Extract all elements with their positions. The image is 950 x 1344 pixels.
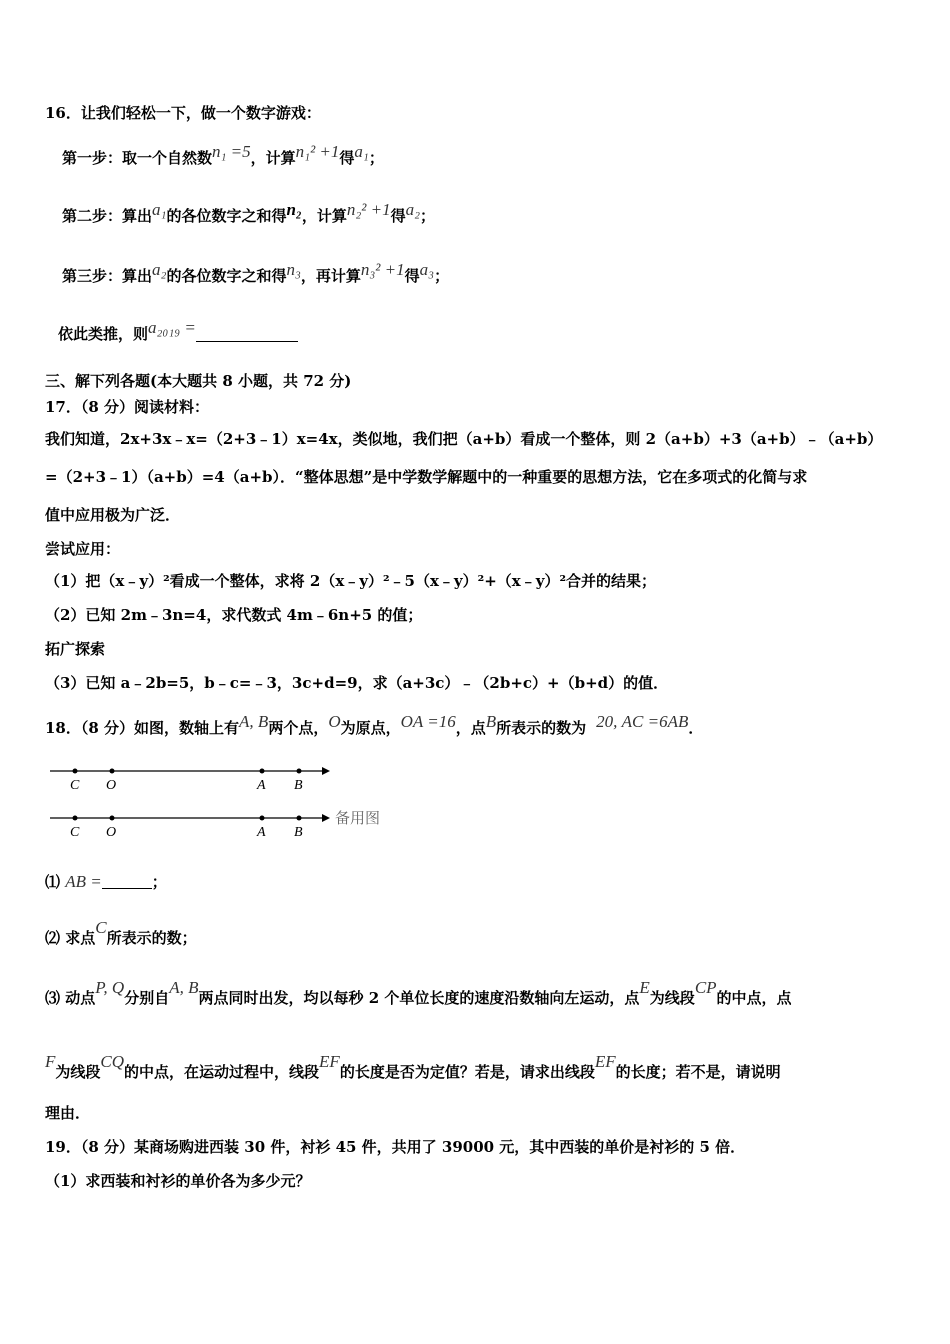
label-A-1: A	[257, 778, 266, 793]
label-O-2: O	[106, 825, 117, 840]
math-a1: a₁	[152, 200, 167, 219]
point-A-1	[260, 769, 265, 774]
math-A-B: A, B	[239, 712, 269, 731]
math-O: O	[328, 712, 341, 731]
q18-part3-line2: F为线段CQ的中点，在运动过程中，线段EF的长度是否为定值？若是，请求出线段EF的长度；若不是，请说明	[45, 1052, 781, 1081]
q18-part1: ⑴ AB = ；	[45, 872, 167, 891]
q17-para-line3: 值中应用极为广泛．	[45, 506, 181, 524]
point-C-1	[73, 769, 78, 774]
label-B-2: B	[294, 825, 303, 840]
answer-blank	[196, 341, 298, 342]
q18-part3-line3: 理由．	[45, 1104, 91, 1122]
answer-blank	[102, 888, 152, 889]
math-C: C	[95, 918, 107, 937]
math-E: E	[639, 978, 650, 997]
math-B: B	[485, 712, 497, 731]
q16-step3: 第三步：算出a₂的各位数字之和得n₃，再计算n₃² +1得a₃；	[62, 260, 450, 285]
point-C-2	[73, 816, 78, 821]
q19-title: 19．（8 分）某商场购进西装 30 件，衬衫 45 件，共用了 39000 元，其中西装的单价是衬衫的 5 倍．	[45, 1138, 746, 1156]
section-3-heading: 三、解下列各题(本大题共 8 小题，共 72 分)	[45, 372, 352, 390]
math-n2-squared-plus-1: n₂² +1	[346, 200, 391, 219]
math-20-AC-eq-6AB: 20, AC =6AB	[596, 712, 689, 731]
point-A-2	[260, 816, 265, 821]
point-O-2	[110, 816, 115, 821]
math-n2: n₂	[286, 200, 302, 219]
q18-part2: ⑵ 求点C所表示的数；	[45, 918, 197, 947]
q17-sub2: （2）已知 2m﹣3n=4，求代数式 4m﹣6n+5 的值；	[45, 606, 423, 624]
math-n3-squared-plus-1: n₃² +1	[360, 260, 405, 279]
number-line-2-arrow	[322, 814, 330, 822]
q17-sub1: （1）把（x﹣y）²看成一个整体，求将 2（x﹣y）²﹣5（x﹣y）²+（x﹣y）²合并的结果；	[45, 572, 657, 590]
q19-sub1: （1）求西装和衬衫的单价各为多少元？	[45, 1172, 311, 1190]
label-B-1: B	[294, 778, 303, 793]
math-a2: a₂	[405, 200, 421, 219]
math-CQ: CQ	[100, 1052, 125, 1071]
point-B-1	[297, 769, 302, 774]
math-a2019: a₂₀₁₉ =	[148, 318, 196, 337]
math-n1-squared-plus-1: n₁² +1	[295, 142, 340, 161]
math-P-Q: P, Q	[95, 978, 125, 997]
spare-figure-note: 备用图	[335, 809, 381, 827]
label-O-1: O	[106, 778, 117, 793]
q16-step2: 第二步：算出a₁的各位数字之和得n₂，计算n₂² +1得a₂；	[62, 200, 436, 225]
point-B-2	[297, 816, 302, 821]
q16-step1: 第一步：取一个自然数n₁ =5，计算n₁² +1得a₁；	[62, 142, 384, 167]
q17-extend-heading: 拓广探索	[45, 640, 106, 658]
point-O-1	[110, 769, 115, 774]
q17-try-heading: 尝试应用：	[45, 540, 121, 558]
math-OA-eq-16: OA =16	[400, 712, 456, 731]
label-C-1: C	[70, 778, 80, 793]
q18-part3-line1: ⑶ 动点P, Q分别自A, B两点同时出发，均以每秒 2 个单位长度的速度沿数轴向左运动，点E为线段CP的中点，点	[45, 978, 792, 1007]
math-AB-eq: AB =	[65, 872, 102, 891]
math-CP: CP	[694, 978, 717, 997]
label-C-2: C	[70, 825, 80, 840]
q17-sub3: （3）已知 a﹣2b=5，b﹣c=﹣3，3c+d=9，求（a+3c）﹣（2b+c）+（b+d）的值．	[45, 674, 669, 692]
label-A-2: A	[257, 825, 266, 840]
math-a3: a₃	[419, 260, 435, 279]
q18-title: 18．（8 分）如图，数轴上有A, B两个点，O为原点，OA =16，点B所表示的数为 20, AC =6AB．	[45, 712, 704, 737]
math-a1: a₁	[354, 142, 369, 161]
q16-title: 16．让我们轻松一下，做一个数字游戏：	[45, 104, 321, 122]
math-EF: EF	[319, 1052, 340, 1071]
math-n3: n₃	[286, 260, 301, 279]
q17-para-line2: =（2+3﹣1）（a+b）=4（a+b）．“整体思想”是中学数学解题中的一种重要的思想方法，它在多项式的化简与求	[45, 468, 808, 486]
math-n1-eq-5: n₁ =5	[212, 142, 251, 161]
number-line-1-arrow	[322, 767, 330, 775]
math-a2: a₂	[152, 260, 167, 279]
q17-title: 17．（8 分）阅读材料：	[45, 398, 210, 416]
math-F: F	[45, 1052, 56, 1071]
math-EF: EF	[594, 1052, 616, 1071]
q16-infer: 依此类推，则a₂₀₁₉ =	[58, 318, 298, 343]
q17-para-line1: 我们知道，2x+3x﹣x=（2+3﹣1）x=4x，类似地，我们把（a+b）看成一个整体，则 2（a+b）+3（a+b）﹣（a+b）	[45, 430, 883, 448]
math-A-B: A, B	[169, 978, 199, 997]
number-line-figure	[40, 760, 440, 850]
